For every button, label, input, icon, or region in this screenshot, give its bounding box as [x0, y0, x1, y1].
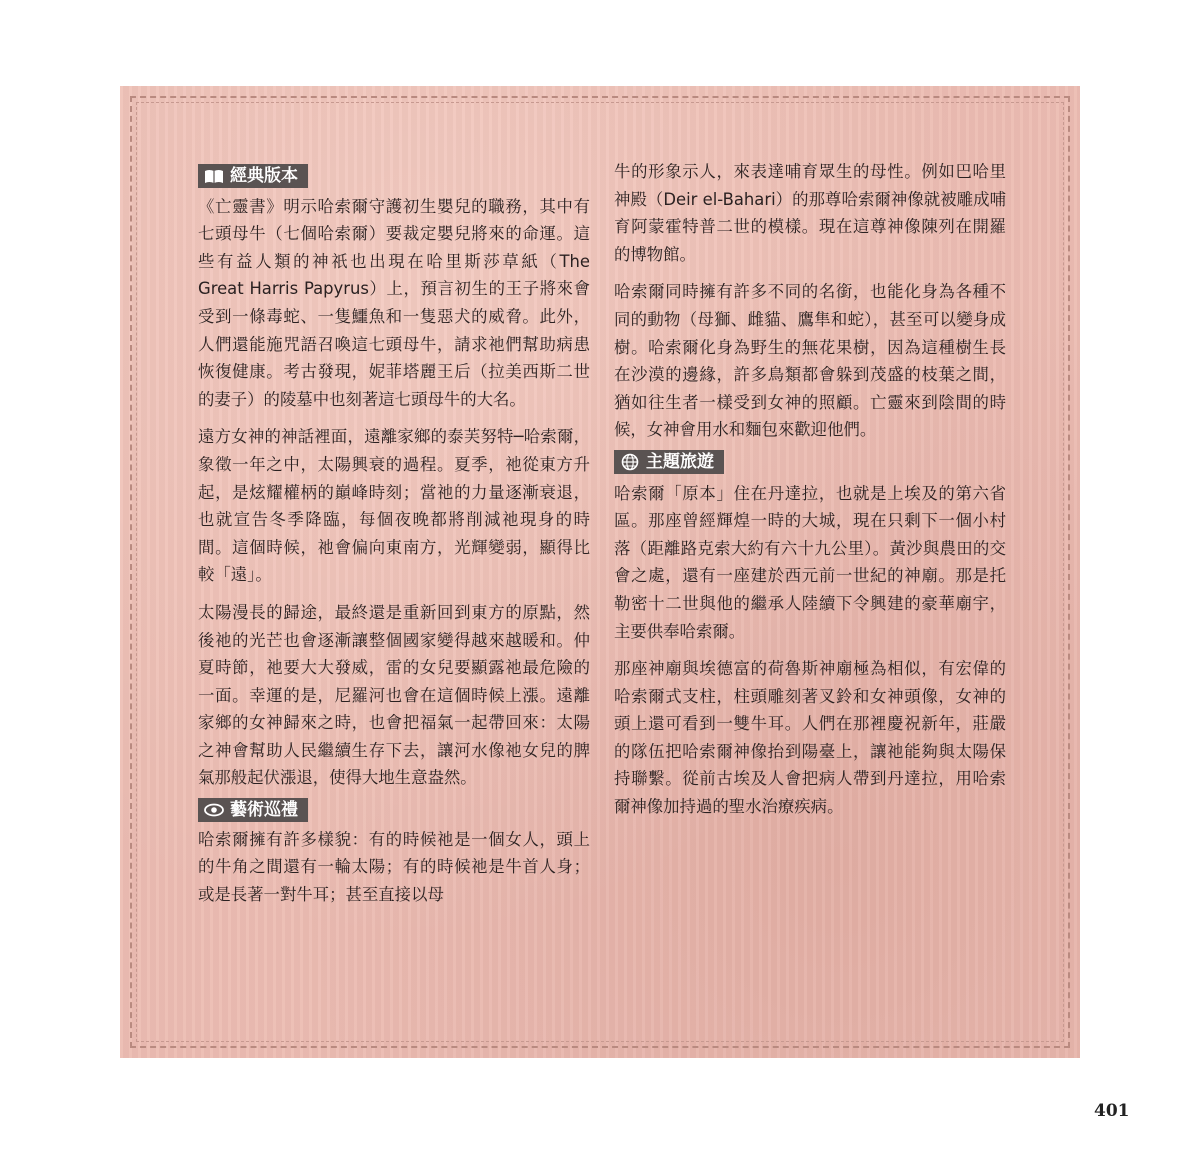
section-title: 藝術巡禮: [230, 800, 298, 821]
left-column: [198, 162, 590, 918]
section-title: 主題旅遊: [646, 451, 714, 472]
globe-icon: [620, 453, 640, 471]
paragraph: 哈索爾「原本」住在丹達拉，也就是上埃及的第六省區。那座曾經輝煌一時的大城，現在只剩下一個小村落（距離路克索大約有六十九公里）。黃沙與農田的交會之處，還有一座建於西元前一世紀的神廟。那是托勒密十二世與他的繼承人陸續下令興建的豪華廟宇，主要供奉哈索爾。: [614, 483, 1006, 641]
paragraph: 哈索爾同時擁有許多不同的名銜，也能化身為各種不同的動物（母獅、雌貓、鷹隼和蛇），甚至可以變身成樹。哈索爾化身為野生的無花果樹，因為這種樹生長在沙漠的邊緣，許多鳥類都會躲到茂盛的枝葉之間，猶如往生者一樣受到女神的照顧。亡靈來到陰間的時候，女神會用水和麵包來歡迎他們。: [614, 282, 1006, 440]
paragraph: 《亡靈書》明示哈索爾守護初生嬰兒的職務，其中有七頭母牛（七個哈索爾）要裁定嬰兒將來的命運。這些有益人類的神祇也出現在哈里斯莎草紙（The Great Harris Papyrus）上，預言初生的王子將來會受到一條毒蛇、一隻鱷魚和一隻惡犬的威脅。此外，人們還能施咒語召喚這七頭母牛，請求祂們幫助病患恢復健康。考古發現，妮菲塔麗王后（拉美西斯二世的妻子）的陵墓中也刻著這七頭母牛的大名。: [198, 196, 590, 409]
paragraph: 太陽漫長的歸途，最終還是重新回到東方的原點，然後祂的光芒也會逐漸讓整個國家變得越來越暖和。仲夏時節，祂要大大發威，雷的女兒要顯露祂最危險的一面。幸運的是，尼羅河也會在這個時候上漲。遠離家鄉的女神歸來之時，也會把福氣一起帶回來：太陽之神會幫助人民繼續生存下去，讓河水像祂女兒的脾氣那般起伏漲退，使得大地生意盎然。: [198, 602, 590, 788]
page-number: 401: [1094, 1101, 1130, 1121]
paragraph: 哈索爾擁有許多樣貌：有的時候祂是一個女人，頭上的牛角之間還有一輪太陽；有的時候祂是牛首人身；或是長著一對牛耳；甚至直接以母: [198, 829, 590, 904]
section-title: 經典版本: [230, 166, 298, 186]
paragraph: 那座神廟與埃德富的荷魯斯神廟極為相似，有宏偉的哈索爾式支柱，柱頭雕刻著叉鈴和女神頭像，女神的頭上還可看到一雙牛耳。人們在那裡慶祝新年，莊嚴的隊伍把哈索爾神像抬到陽臺上，讓祂能夠與太陽保持聯繫。從前古埃及人會把病人帶到丹達拉，用哈索爾神像加持過的聖水治療疾病。: [614, 659, 1006, 817]
eye-icon: [204, 801, 224, 819]
section-header-theme-travel: [614, 450, 724, 474]
right-column: [614, 158, 1006, 831]
paragraph: 遠方女神的神話裡面，遠離家鄉的泰芙努特─哈索爾，象徵一年之中，太陽興衰的過程。夏季，祂從東方升起，是炫耀權柄的巔峰時刻；當祂的力量逐漸衰退，也就宣告冬季降臨，每個夜晚都將削減祂現身的時間。這個時候，祂會偏向東南方，光輝變弱，顯得比較「遠」。: [198, 427, 590, 585]
section-header-classic-versions: [198, 164, 308, 188]
content-panel: [120, 86, 1080, 1058]
section-header-art-tour: [198, 798, 308, 822]
book-icon: [204, 167, 224, 185]
paragraph: 牛的形象示人，來表達哺育眾生的母性。例如巴哈里神殿（Deir el-Bahari）的那尊哈索爾神像就被雕成哺育阿蒙霍特普二世的模樣。現在這尊神像陳列在開羅的博物館。: [614, 162, 1006, 264]
